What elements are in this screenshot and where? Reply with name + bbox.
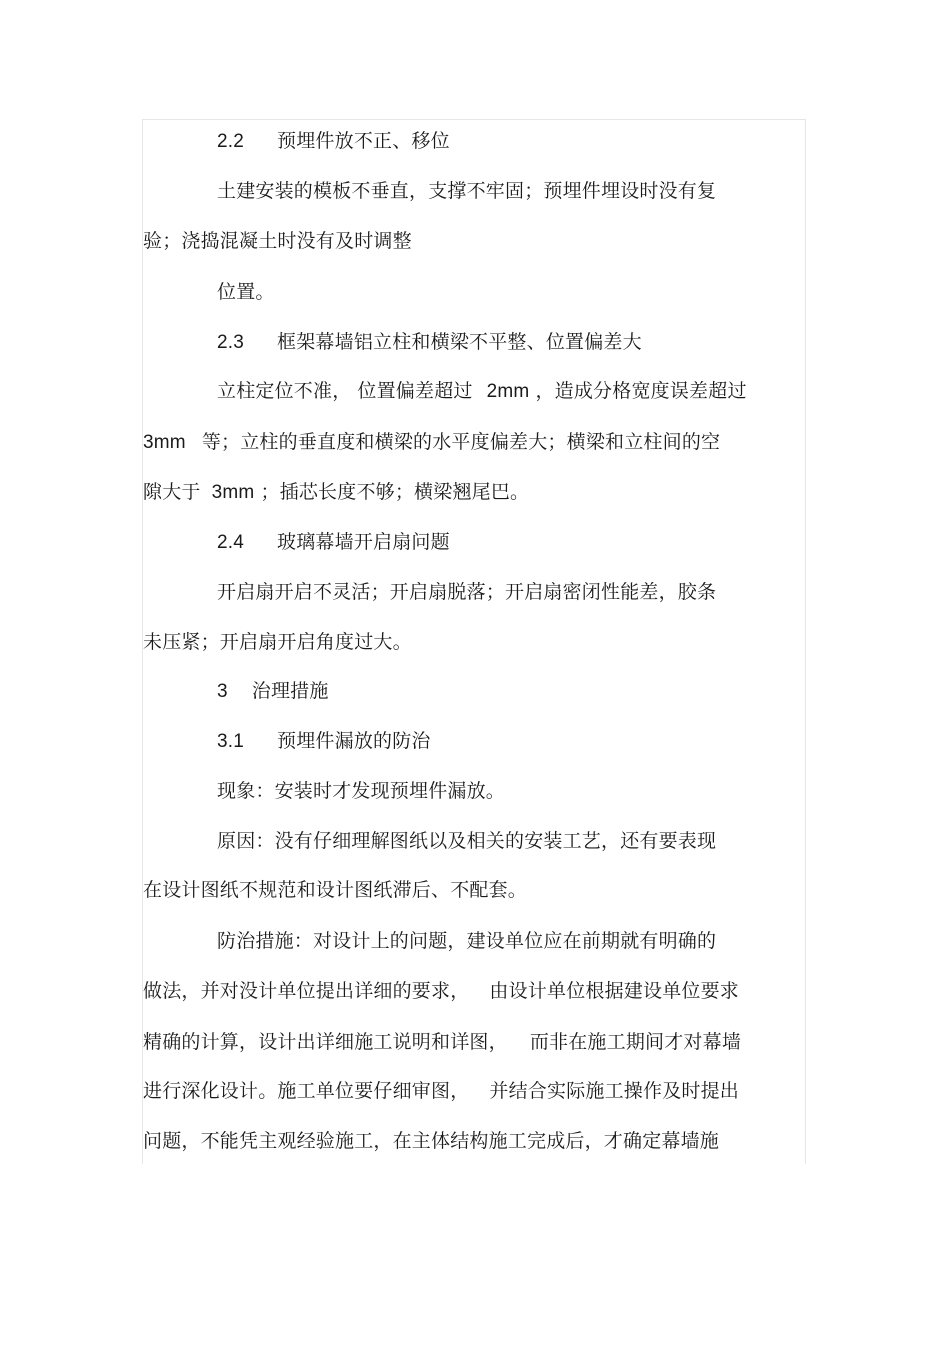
heading-3 <box>217 679 329 704</box>
heading-3-1 <box>217 729 431 754</box>
section-title: 预埋件漏放的防治 <box>277 730 431 752</box>
value-run: 3mm <box>211 482 255 503</box>
text-run: 等；立柱的垂直度和横梁的水平度偏差大；横梁和立柱间的空 <box>201 431 721 453</box>
paragraph-line: 验；浇捣混凝土时没有及时调整 <box>143 230 412 252</box>
paragraph-line <box>143 480 529 505</box>
text-run: 进行深化设计。施工单位要仔细审图， <box>143 1080 470 1102</box>
paragraph-line: 土建安装的模板不垂直，支撑不牢固；预埋件埋设时没有复 <box>217 180 717 202</box>
section-number: 2.4 <box>217 532 245 553</box>
paragraph-line <box>143 430 720 455</box>
paragraph-line <box>143 1079 739 1103</box>
value-run: 2mm <box>486 381 530 402</box>
text-run: 立柱定位不准， <box>217 380 352 402</box>
paragraph-line <box>217 379 747 404</box>
text-run: 位置偏差超过 <box>357 380 473 402</box>
text-run: 由设计单位根据建设单位要求 <box>489 980 740 1002</box>
section-title: 框架幕墙铝立柱和横梁不平整、位置偏差大 <box>277 331 642 353</box>
section-title: 预埋件放不正、移位 <box>277 130 450 152</box>
section-number: 2.3 <box>217 332 245 353</box>
paragraph-line: 未压紧；开启扇开启角度过大。 <box>143 631 412 653</box>
text-run: 精确的计算，设计出详细施工说明和详图， <box>143 1031 508 1053</box>
paragraph-line: 防治措施：对设计上的问题，建设单位应在前期就有明确的 <box>217 930 717 952</box>
value-run: 3mm <box>143 432 186 453</box>
paragraph-line <box>143 1030 741 1054</box>
text-run: 而非在施工期间才对幕墙 <box>529 1031 742 1053</box>
heading-2-4 <box>217 530 450 555</box>
text-run: 隙大于 <box>143 481 201 503</box>
paragraph-line <box>143 979 739 1003</box>
text-run: 并结合实际施工操作及时提出 <box>489 1080 740 1102</box>
section-number: 2.2 <box>217 131 245 152</box>
text-run: ；插芯长度不够；横梁翘尾巴。 <box>260 481 530 503</box>
heading-2-3 <box>217 330 642 355</box>
paragraph-line: 在设计图纸不规范和设计图纸滞后、不配套。 <box>143 879 528 901</box>
paragraph-line: 开启扇开启不灵活；开启扇脱落；开启扇密闭性能差，胶条 <box>217 581 717 603</box>
paragraph-line: 现象：安装时才发现预埋件漏放。 <box>217 780 506 802</box>
section-number: 3 <box>217 681 228 702</box>
text-run: ，造成分格宽度误差超过 <box>535 380 747 402</box>
heading-2-2 <box>217 129 450 154</box>
text-run: 做法，并对没计单位提出详细的要求， <box>143 980 470 1002</box>
section-number: 3.1 <box>217 731 245 752</box>
paragraph-line: 原因：没有仔细理解图纸以及相关的安装工艺，还有要表现 <box>217 830 717 852</box>
paragraph-line: 位置。 <box>217 281 275 303</box>
section-title: 玻璃幕墙开启扇问题 <box>277 531 450 553</box>
paragraph-line: 问题，不能凭主观经验施工，在主体结构施工完成后，才确定幕墙施 <box>143 1130 720 1152</box>
section-title: 治理措施 <box>251 680 329 702</box>
